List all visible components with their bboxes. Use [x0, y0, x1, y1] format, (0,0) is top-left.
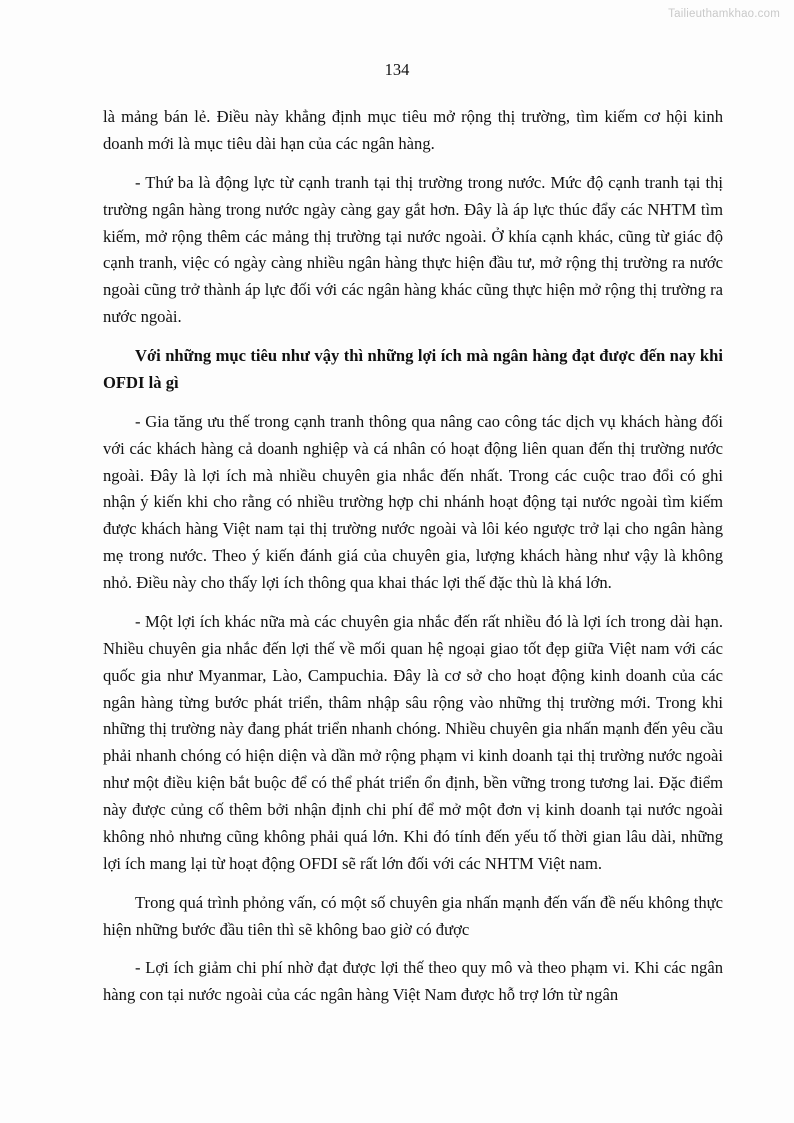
- paragraph-benefit-longterm: - Một lợi ích khác nữa mà các chuyên gia nhắc đến rất nhiều đó là lợi ích trong dài hạn. Nhiều chuyên gia nhắc đến lợi thế về mối quan hệ ngoại giao tốt đẹp giữa Việt nam với các quốc gia như Myanmar, Lào, Campuchia. Đây là cơ sở cho hoạt động kinh doanh của các ngân hàng từng bước phát triển, thâm nhập sâu rộng vào những thị trường mới. Trong khi những thị trường này đang phát triển nhanh chóng. Nhiều chuyên gia nhấn mạnh đến yêu cầu phải nhanh chóng có hiện diện và dần mở rộng phạm vi kinh doanh tại thị trường nước ngoài như một điều kiện bắt buộc để có thể phát triển ổn định, bền vững trong tương lai. Đặc điểm này được củng cố thêm bởi nhận định chi phí để mở một đơn vị kinh doanh tại nước ngoài không nhỏ nhưng cũng không phải quá lớn. Khi đó tính đến yếu tố thời gian lâu dài, những lợi ích mang lại từ hoạt động OFDI sẽ rất lớn đối với các NHTM Việt nam.: [103, 611, 723, 873]
- paragraph-benefit-competition: - Gia tăng ưu thế trong cạnh tranh thông qua nâng cao công tác dịch vụ khách hàng đối với các khách hàng cả doanh nghiệp và cá nhân có hoạt động liên quan đến thị trường nước ngoài. Đây là lợi ích mà nhiều chuyên gia nhắc đến nhất. Trong các cuộc trao đổi có ghi nhận ý kiến khi cho rằng có nhiều trường hợp chi nhánh hoạt động tại nước ngoài tìm kiếm được khách hàng Việt nam tại thị trường nước ngoài và lôi kéo ngược trở lại cho ngân hàng mẹ trong nước. Theo ý kiến đánh giá của chuyên gia, lượng khách hàng như vậy là không nhỏ. Điều này cho thấy lợi ích thông qua khai thác lợi thế đặc thù là khá lớn.: [103, 411, 723, 592]
- page-body: [103, 104, 723, 1010]
- watermark-text: Tailieuthamkhao.com: [668, 8, 780, 20]
- page-number: 134: [384, 60, 410, 79]
- paragraph-interview-note: Trong quá trình phỏng vấn, có một số chuyên gia nhấn mạnh đến vấn đề nếu không thực hiện những bước đầu tiên thì sẽ không bao giờ có được: [103, 892, 723, 939]
- paragraph-motivation-third: - Thứ ba là động lực từ cạnh tranh tại thị trường trong nước. Mức độ cạnh tranh tại thị trường ngân hàng trong nước ngày càng gay gắt hơn. Đây là áp lực thúc đẩy các NHTM tìm kiếm, mở rộng thêm các mảng thị trường tại nước ngoài. Ở khía cạnh khác, cũng từ giác độ cạnh tranh, việc có ngày càng nhiều ngân hàng thực hiện đầu tư, mở rộng thị trường ra nước ngoài cũng trở thành áp lực đối với các ngân hàng khác cũng thực hiện mở rộng thị trường ra nước ngoài.: [103, 172, 723, 327]
- paragraph-continuation: là mảng bán lẻ. Điều này khẳng định mục tiêu mở rộng thị trường, tìm kiếm cơ hội kinh doanh mới là mục tiêu dài hạn của các ngân hàng.: [103, 107, 723, 153]
- paragraph-benefit-cost: - Lợi ích giảm chi phí nhờ đạt được lợi thế theo quy mô và theo phạm vi. Khi các ngân hàng con tại nước ngoài của các ngân hàng Việt Nam được hỗ trợ lớn từ ngân: [103, 958, 723, 1005]
- section-heading-benefits: Với những mục tiêu như vậy thì những lợi ích mà ngân hàng đạt được đến nay khi OFDI là gì: [103, 346, 723, 392]
